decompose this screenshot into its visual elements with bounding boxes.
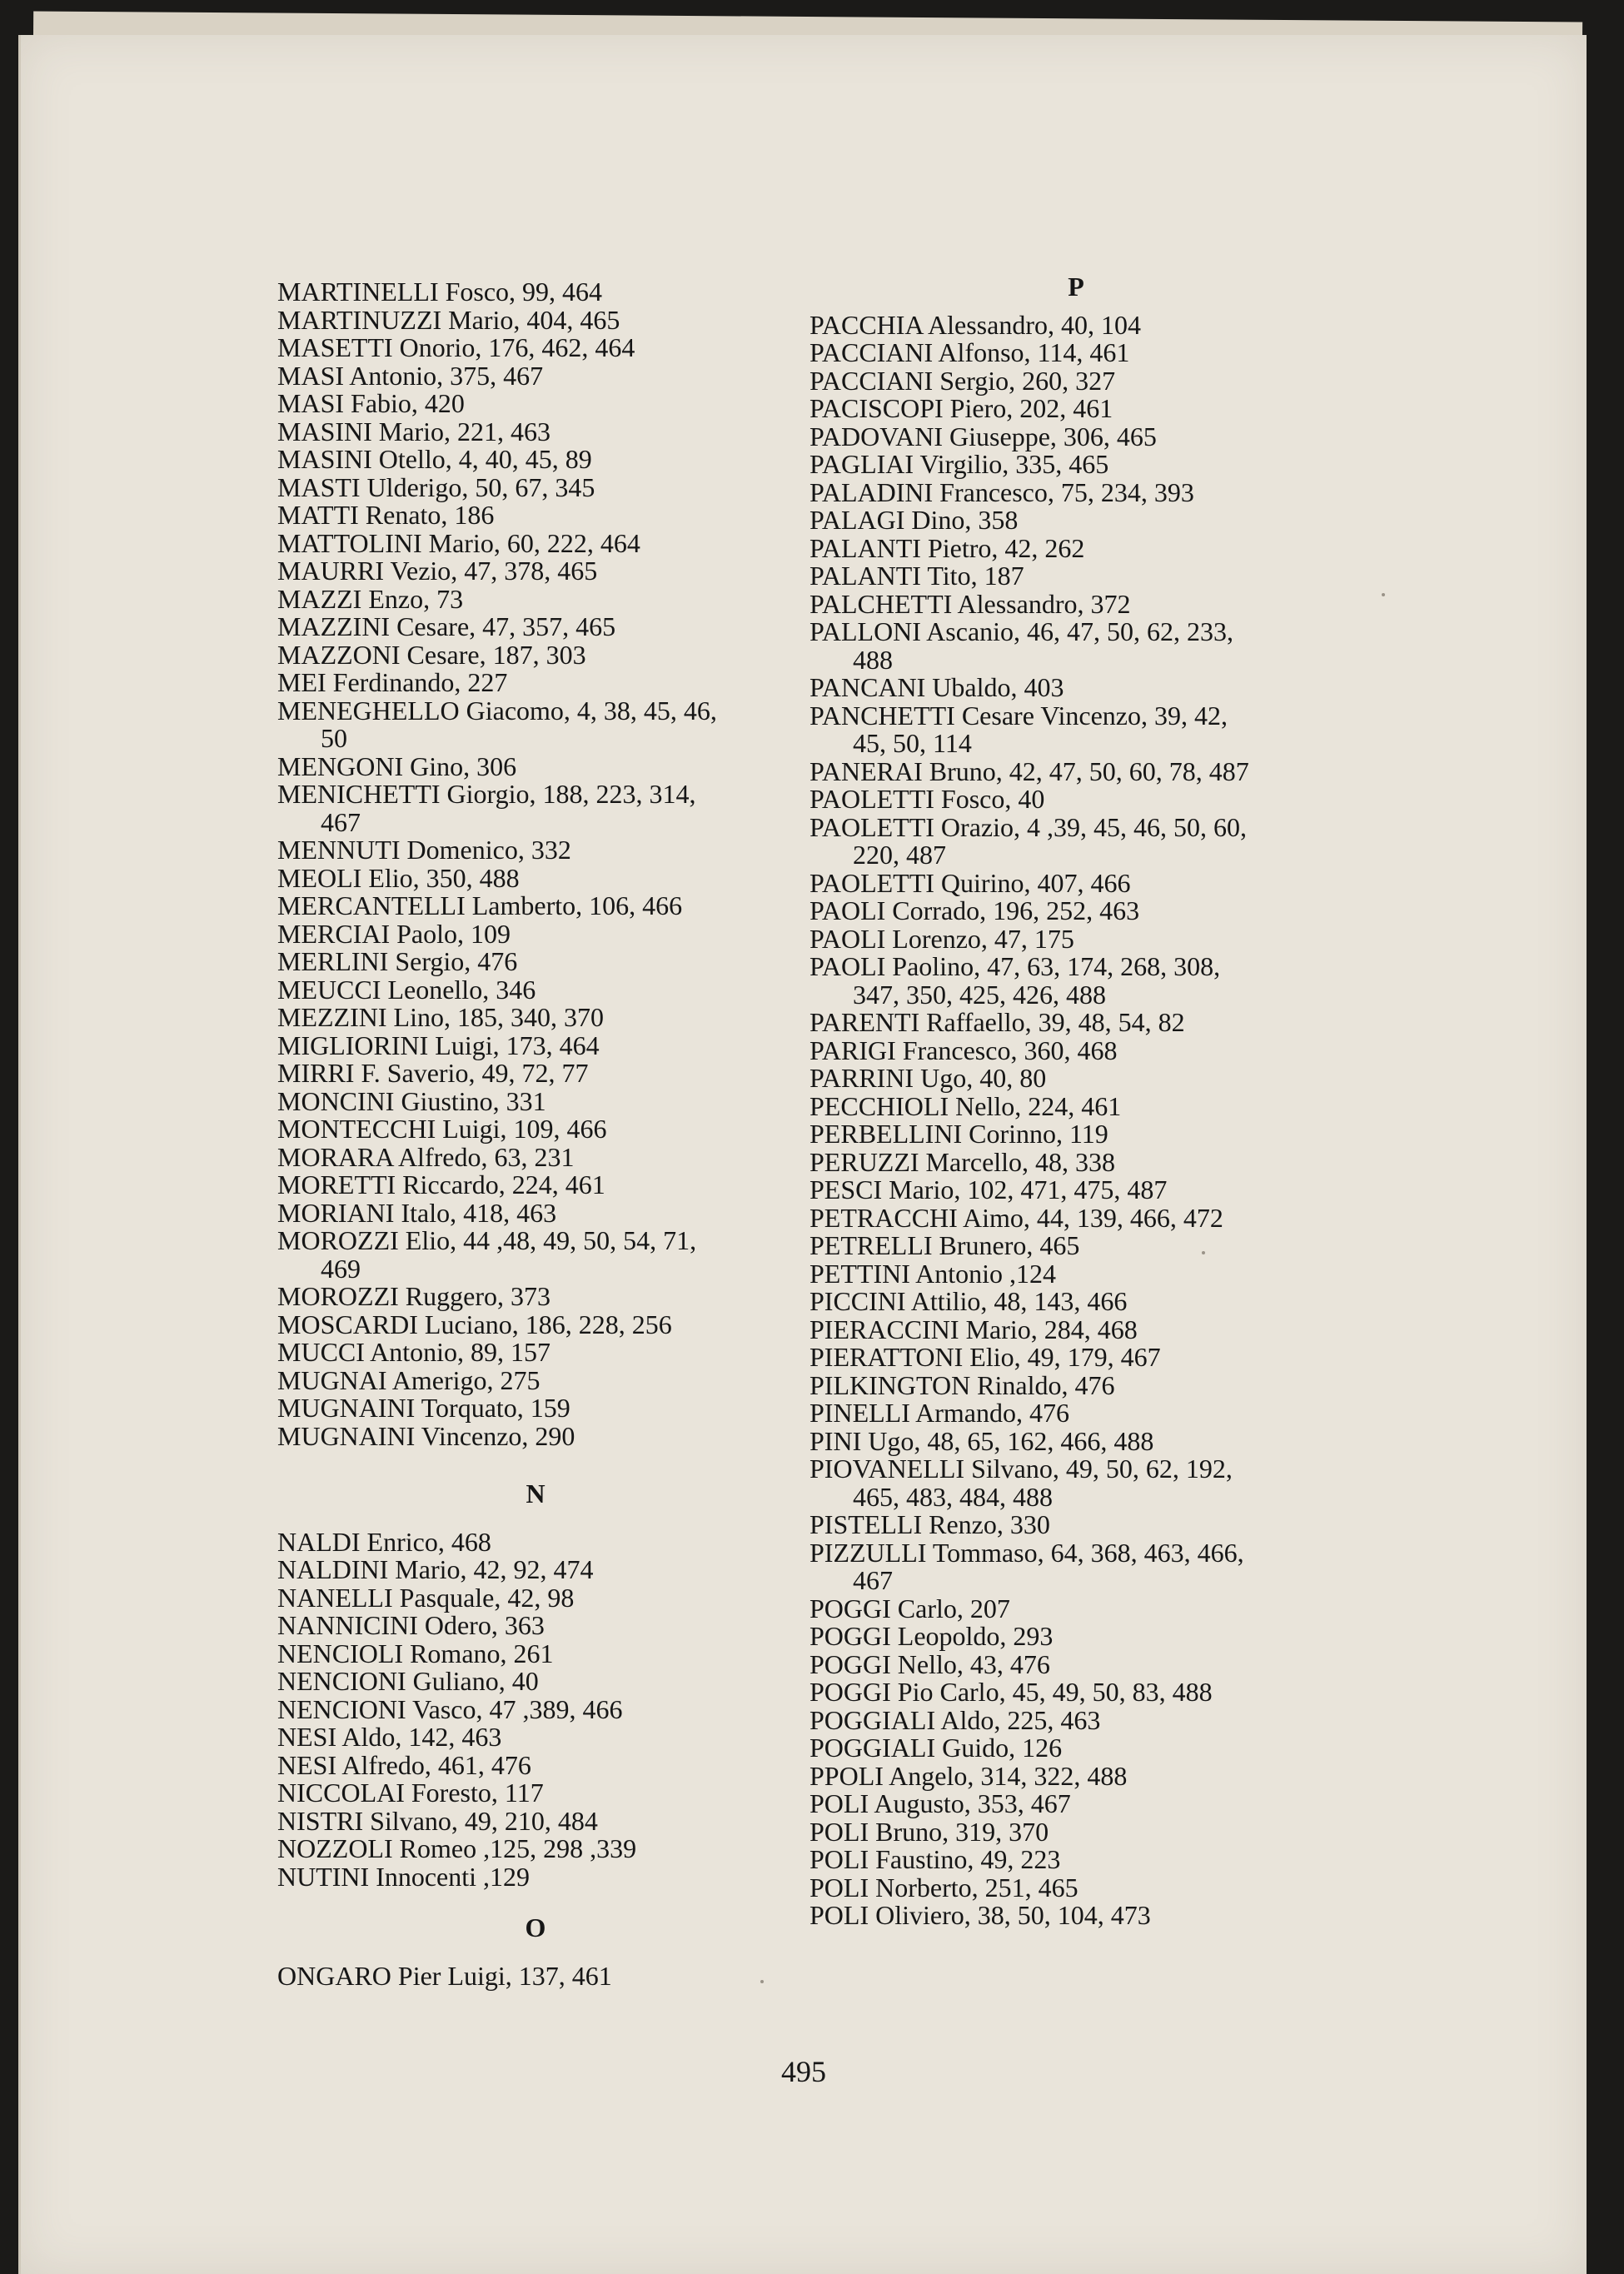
index-line: PETRACCHI Aimo, 44, 139, 466, 472	[810, 1202, 1223, 1233]
index-line: POGGI Leopoldo, 293	[810, 1621, 1054, 1651]
index-line: MENICHETTI Giorgio, 188, 223, 314,	[277, 779, 696, 809]
index-line: MAURRI Vezio, 47, 378, 465	[277, 556, 598, 586]
index-line: PICCINI Attilio, 48, 143, 466	[810, 1286, 1128, 1316]
index-line: NICCOLAI Foresto, 117	[277, 1778, 544, 1808]
index-line: PIOVANELLI Silvano, 49, 50, 62, 192,	[810, 1454, 1233, 1484]
index-line: MASI Fabio, 420	[277, 388, 465, 418]
index-line: MOSCARDI Luciano, 186, 228, 256	[277, 1309, 672, 1339]
index-line: MASINI Otello, 4, 40, 45, 89	[277, 444, 592, 474]
index-line: PACISCOPI Piero, 202, 461	[810, 393, 1113, 423]
index-line: POLI Oliviero, 38, 50, 104, 473	[810, 1900, 1151, 1930]
paper-speck	[1382, 593, 1385, 596]
index-line: MERLINI Sergio, 476	[277, 946, 518, 976]
index-line: MOROZZI Ruggero, 373	[277, 1281, 550, 1311]
index-line: MONCINI Giustino, 331	[277, 1085, 546, 1116]
index-line: MONTECCHI Luigi, 109, 466	[277, 1114, 607, 1144]
index-line: MORARA Alfredo, 63, 231	[277, 1141, 575, 1172]
index-line: 465, 483, 484, 488	[853, 1481, 1053, 1512]
index-line: PANERAI Bruno, 42, 47, 50, 60, 78, 487	[810, 756, 1249, 786]
index-line: MAZZINI Cesare, 47, 357, 465	[277, 611, 616, 641]
index-line: PALAGI Dino, 358	[810, 505, 1019, 535]
index-line: MERCIAI Paolo, 109	[277, 918, 511, 949]
index-line: PINI Ugo, 48, 65, 162, 466, 488	[810, 1425, 1154, 1456]
index-line: MIRRI F. Saverio, 49, 72, 77	[277, 1058, 589, 1088]
index-line: PALANTI Tito, 187	[810, 561, 1024, 591]
index-line: PARIGI Francesco, 360, 468	[810, 1035, 1118, 1065]
index-line: PALCHETTI Alessandro, 372	[810, 588, 1131, 619]
index-line: PADOVANI Giuseppe, 306, 465	[810, 421, 1157, 451]
section-heading-p: P	[1068, 272, 1084, 302]
index-line: PERBELLINI Corinno, 119	[810, 1119, 1108, 1149]
index-line: PACCHIA Alessandro, 40, 104	[810, 309, 1141, 340]
index-line: MATTOLINI Mario, 60, 222, 464	[277, 527, 640, 558]
index-line: POGGIALI Guido, 126	[810, 1733, 1063, 1763]
index-line: 45, 50, 114	[853, 728, 972, 758]
index-line: NESI Aldo, 142, 463	[277, 1722, 502, 1752]
index-line: 488	[853, 644, 893, 675]
index-line: ONGARO Pier Luigi, 137, 461	[277, 1960, 612, 1991]
index-line: NENCIOLI Romano, 261	[277, 1638, 554, 1668]
index-line: MUGNAINI Torquato, 159	[277, 1393, 570, 1423]
index-line: PERUZZI Marcello, 48, 338	[810, 1146, 1116, 1177]
index-line: MORETTI Riccardo, 224, 461	[277, 1169, 605, 1199]
index-line: NESI Alfredo, 461, 476	[277, 1749, 531, 1780]
index-line: PARENTI Raffaello, 39, 48, 54, 82	[810, 1007, 1185, 1037]
index-line: PACCIANI Alfonso, 114, 461	[810, 337, 1130, 367]
index-line: PARRINI Ugo, 40, 80	[810, 1063, 1047, 1093]
index-line: MASI Antonio, 375, 467	[277, 360, 544, 391]
index-line: NANELLI Pasquale, 42, 98	[277, 1582, 575, 1613]
index-line: POLI Norberto, 251, 465	[810, 1872, 1079, 1902]
index-line: NANNICINI Odero, 363	[277, 1610, 545, 1640]
index-line: PECCHIOLI Nello, 224, 461	[810, 1090, 1122, 1121]
index-line: PAOLETTI Quirino, 407, 466	[810, 867, 1131, 898]
index-line: NALDI Enrico, 468	[277, 1526, 491, 1557]
index-line: MASTI Ulderigo, 50, 67, 345	[277, 471, 595, 502]
index-line: PISTELLI Renzo, 330	[810, 1509, 1050, 1539]
index-line: PPOLI Angelo, 314, 322, 488	[810, 1760, 1128, 1791]
book-page	[18, 35, 1587, 2274]
index-line: MUCCI Antonio, 89, 157	[277, 1337, 551, 1367]
index-line: PALLONI Ascanio, 46, 47, 50, 62, 233,	[810, 616, 1234, 646]
index-line: 50	[321, 723, 347, 753]
index-line: MENNUTI Domenico, 332	[277, 835, 571, 865]
index-line: MEOLI Elio, 350, 488	[277, 862, 520, 893]
index-line: MAZZONI Cesare, 187, 303	[277, 639, 586, 670]
index-line: MORIANI Italo, 418, 463	[277, 1197, 557, 1228]
index-line: PAOLI Paolino, 47, 63, 174, 268, 308,	[810, 951, 1221, 981]
index-line: MENEGHELLO Giacomo, 4, 38, 45, 46,	[277, 695, 717, 726]
index-line: PAOLETTI Orazio, 4 ,39, 45, 46, 50, 60,	[810, 811, 1247, 842]
index-line: NISTRI Silvano, 49, 210, 484	[277, 1805, 598, 1836]
section-heading-o: O	[525, 1912, 546, 1942]
index-line: PALANTI Pietro, 42, 262	[810, 532, 1085, 563]
index-line: 469	[321, 1253, 361, 1284]
index-line: PANCANI Ubaldo, 403	[810, 672, 1064, 702]
index-line: MARTINELLI Fosco, 99, 464	[277, 277, 603, 307]
index-line: PALADINI Francesco, 75, 234, 393	[810, 476, 1194, 507]
index-line: PAOLETTI Fosco, 40	[810, 784, 1045, 814]
index-line: MUGNAINI Vincenzo, 290	[277, 1420, 575, 1451]
index-line: POGGI Nello, 43, 476	[810, 1648, 1050, 1679]
index-line: NALDINI Mario, 42, 92, 474	[277, 1554, 594, 1584]
index-line: PILKINGTON Rinaldo, 476	[810, 1369, 1115, 1400]
index-line: MATTI Renato, 186	[277, 500, 495, 530]
index-line: NUTINI Innocenti ,129	[277, 1861, 531, 1892]
index-line: POGGI Carlo, 207	[810, 1593, 1010, 1623]
index-line: NENCIONI Guliano, 40	[277, 1666, 539, 1696]
index-line: MIGLIORINI Luigi, 173, 464	[277, 1030, 600, 1060]
index-line: MOROZZI Elio, 44 ,48, 49, 50, 54, 71,	[277, 1225, 697, 1255]
index-line: MUGNAI Amerigo, 275	[277, 1364, 541, 1395]
index-line: 467	[853, 1565, 893, 1595]
index-line: MEI Ferdinando, 227	[277, 667, 508, 697]
index-line: POLI Augusto, 353, 467	[810, 1788, 1071, 1818]
paper-speck	[1202, 1251, 1205, 1254]
index-line: PINELLI Armando, 476	[810, 1398, 1069, 1428]
index-line: MARTINUZZI Mario, 404, 465	[277, 304, 620, 335]
index-line: NOZZOLI Romeo ,125, 298 ,339	[277, 1833, 637, 1863]
index-line: MAZZI Enzo, 73	[277, 583, 464, 614]
paper-speck	[760, 1980, 764, 1983]
index-line: MERCANTELLI Lamberto, 106, 466	[277, 890, 683, 920]
index-line: PIERATTONI Elio, 49, 179, 467	[810, 1342, 1161, 1372]
index-line: PIZZULLI Tommaso, 64, 368, 463, 466,	[810, 1537, 1244, 1568]
index-line: PAOLI Corrado, 196, 252, 463	[810, 895, 1140, 925]
left-column	[277, 278, 794, 1990]
index-line: 220, 487	[853, 840, 946, 870]
index-line: POGGI Pio Carlo, 45, 49, 50, 83, 488	[810, 1677, 1213, 1707]
index-line: MEUCCI Leonello, 346	[277, 974, 536, 1005]
index-line: 467	[321, 806, 361, 837]
index-line: POGGIALI Aldo, 225, 463	[810, 1704, 1101, 1735]
index-line: PANCHETTI Cesare Vincenzo, 39, 42,	[810, 700, 1228, 731]
index-line: PAGLIAI Virgilio, 335, 465	[810, 449, 1109, 479]
index-line: MEZZINI Lino, 185, 340, 370	[277, 1002, 604, 1032]
page-number: 495	[781, 2055, 826, 2088]
index-line: PACCIANI Sergio, 260, 327	[810, 365, 1116, 396]
right-column	[810, 273, 1343, 1930]
index-line: NENCIONI Vasco, 47 ,389, 466	[277, 1693, 623, 1724]
index-line: MASETTI Onorio, 176, 462, 464	[277, 332, 635, 362]
index-line: PESCI Mario, 102, 471, 475, 487	[810, 1174, 1168, 1204]
index-line: PETTINI Antonio ,124	[810, 1258, 1056, 1289]
index-line: MENGONI Gino, 306	[277, 751, 517, 781]
index-line: 347, 350, 425, 426, 488	[853, 979, 1106, 1010]
index-line: POLI Faustino, 49, 223	[810, 1844, 1061, 1874]
section-heading-n: N	[526, 1479, 545, 1509]
index-line: PETRELLI Brunero, 465	[810, 1230, 1080, 1260]
index-line: MASINI Mario, 221, 463	[277, 416, 550, 446]
index-line: PAOLI Lorenzo, 47, 175	[810, 923, 1074, 954]
index-line: POLI Bruno, 319, 370	[810, 1816, 1049, 1847]
index-line: PIERACCINI Mario, 284, 468	[810, 1314, 1138, 1344]
